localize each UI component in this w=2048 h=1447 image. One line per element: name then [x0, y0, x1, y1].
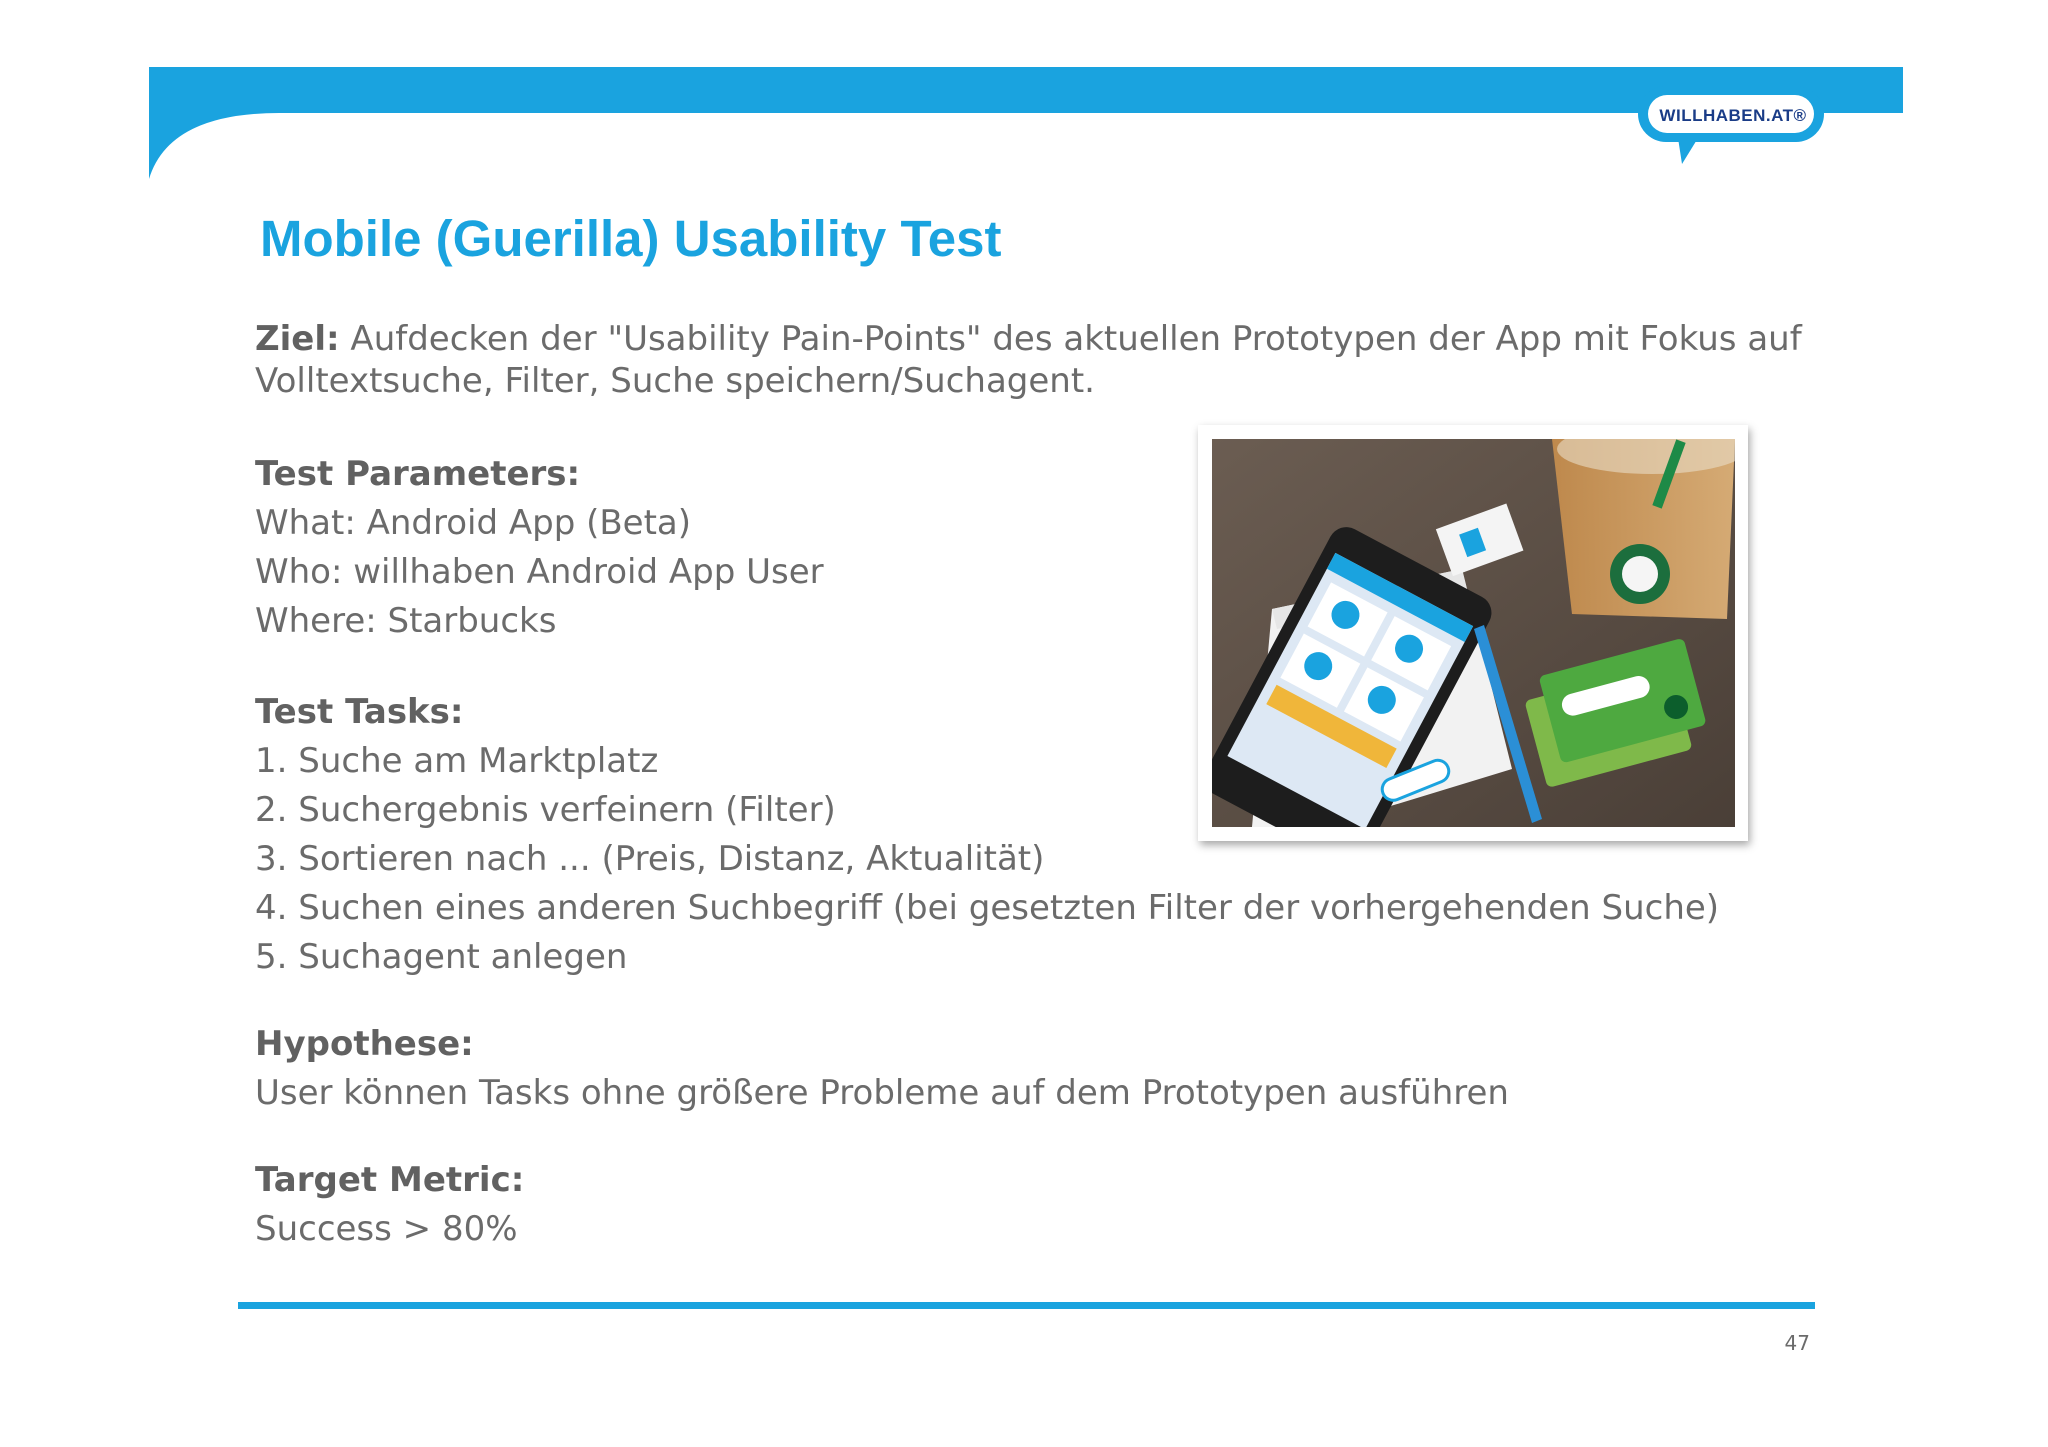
- slide-title: Mobile (Guerilla) Usability Test: [260, 210, 1002, 267]
- page-number: 47: [1784, 1331, 1810, 1355]
- task-item: 4. Suchen eines anderen Suchbegriff (bei gesetzten Filter der vorhergehenden Suche): [255, 888, 1720, 928]
- parameter-item: Where: Starbucks: [255, 601, 557, 641]
- logo-text: WILLHABEN.AT®: [1659, 106, 1807, 125]
- metric-heading: Target Metric:: [255, 1160, 525, 1200]
- photo-frame: [1198, 425, 1748, 841]
- tasks-heading: Test Tasks:: [255, 692, 464, 732]
- metric-text: Success > 80%: [255, 1209, 518, 1249]
- brand-logo: [1636, 84, 1826, 170]
- goal-label: Ziel:: [255, 319, 340, 359]
- task-item: 2. Suchergebnis verfeinern (Filter): [255, 790, 836, 830]
- parameters-heading: Test Parameters:: [255, 454, 581, 494]
- goal-paragraph: [255, 318, 1835, 402]
- footer-rule: [238, 1302, 1815, 1309]
- hypothesis-text: User können Tasks ohne größere Probleme auf dem Prototypen ausführen: [255, 1073, 1509, 1113]
- test-setup-photo: [1212, 439, 1735, 827]
- parameter-item: Who: willhaben Android App User: [255, 552, 824, 592]
- task-item: 1. Suche am Marktplatz: [255, 741, 659, 781]
- parameter-item: What: Android App (Beta): [255, 503, 692, 543]
- task-item: 3. Sortieren nach ... (Preis, Distanz, Aktualität): [255, 839, 1045, 879]
- task-item: 5. Suchagent anlegen: [255, 937, 628, 977]
- goal-text: Aufdecken der "Usability Pain-Points" des aktuellen Prototypen der App mit Fokus auf Volltextsuche, Filter, Suche speichern/Suchagent.: [255, 319, 1802, 401]
- hypothesis-heading: Hypothese:: [255, 1024, 474, 1064]
